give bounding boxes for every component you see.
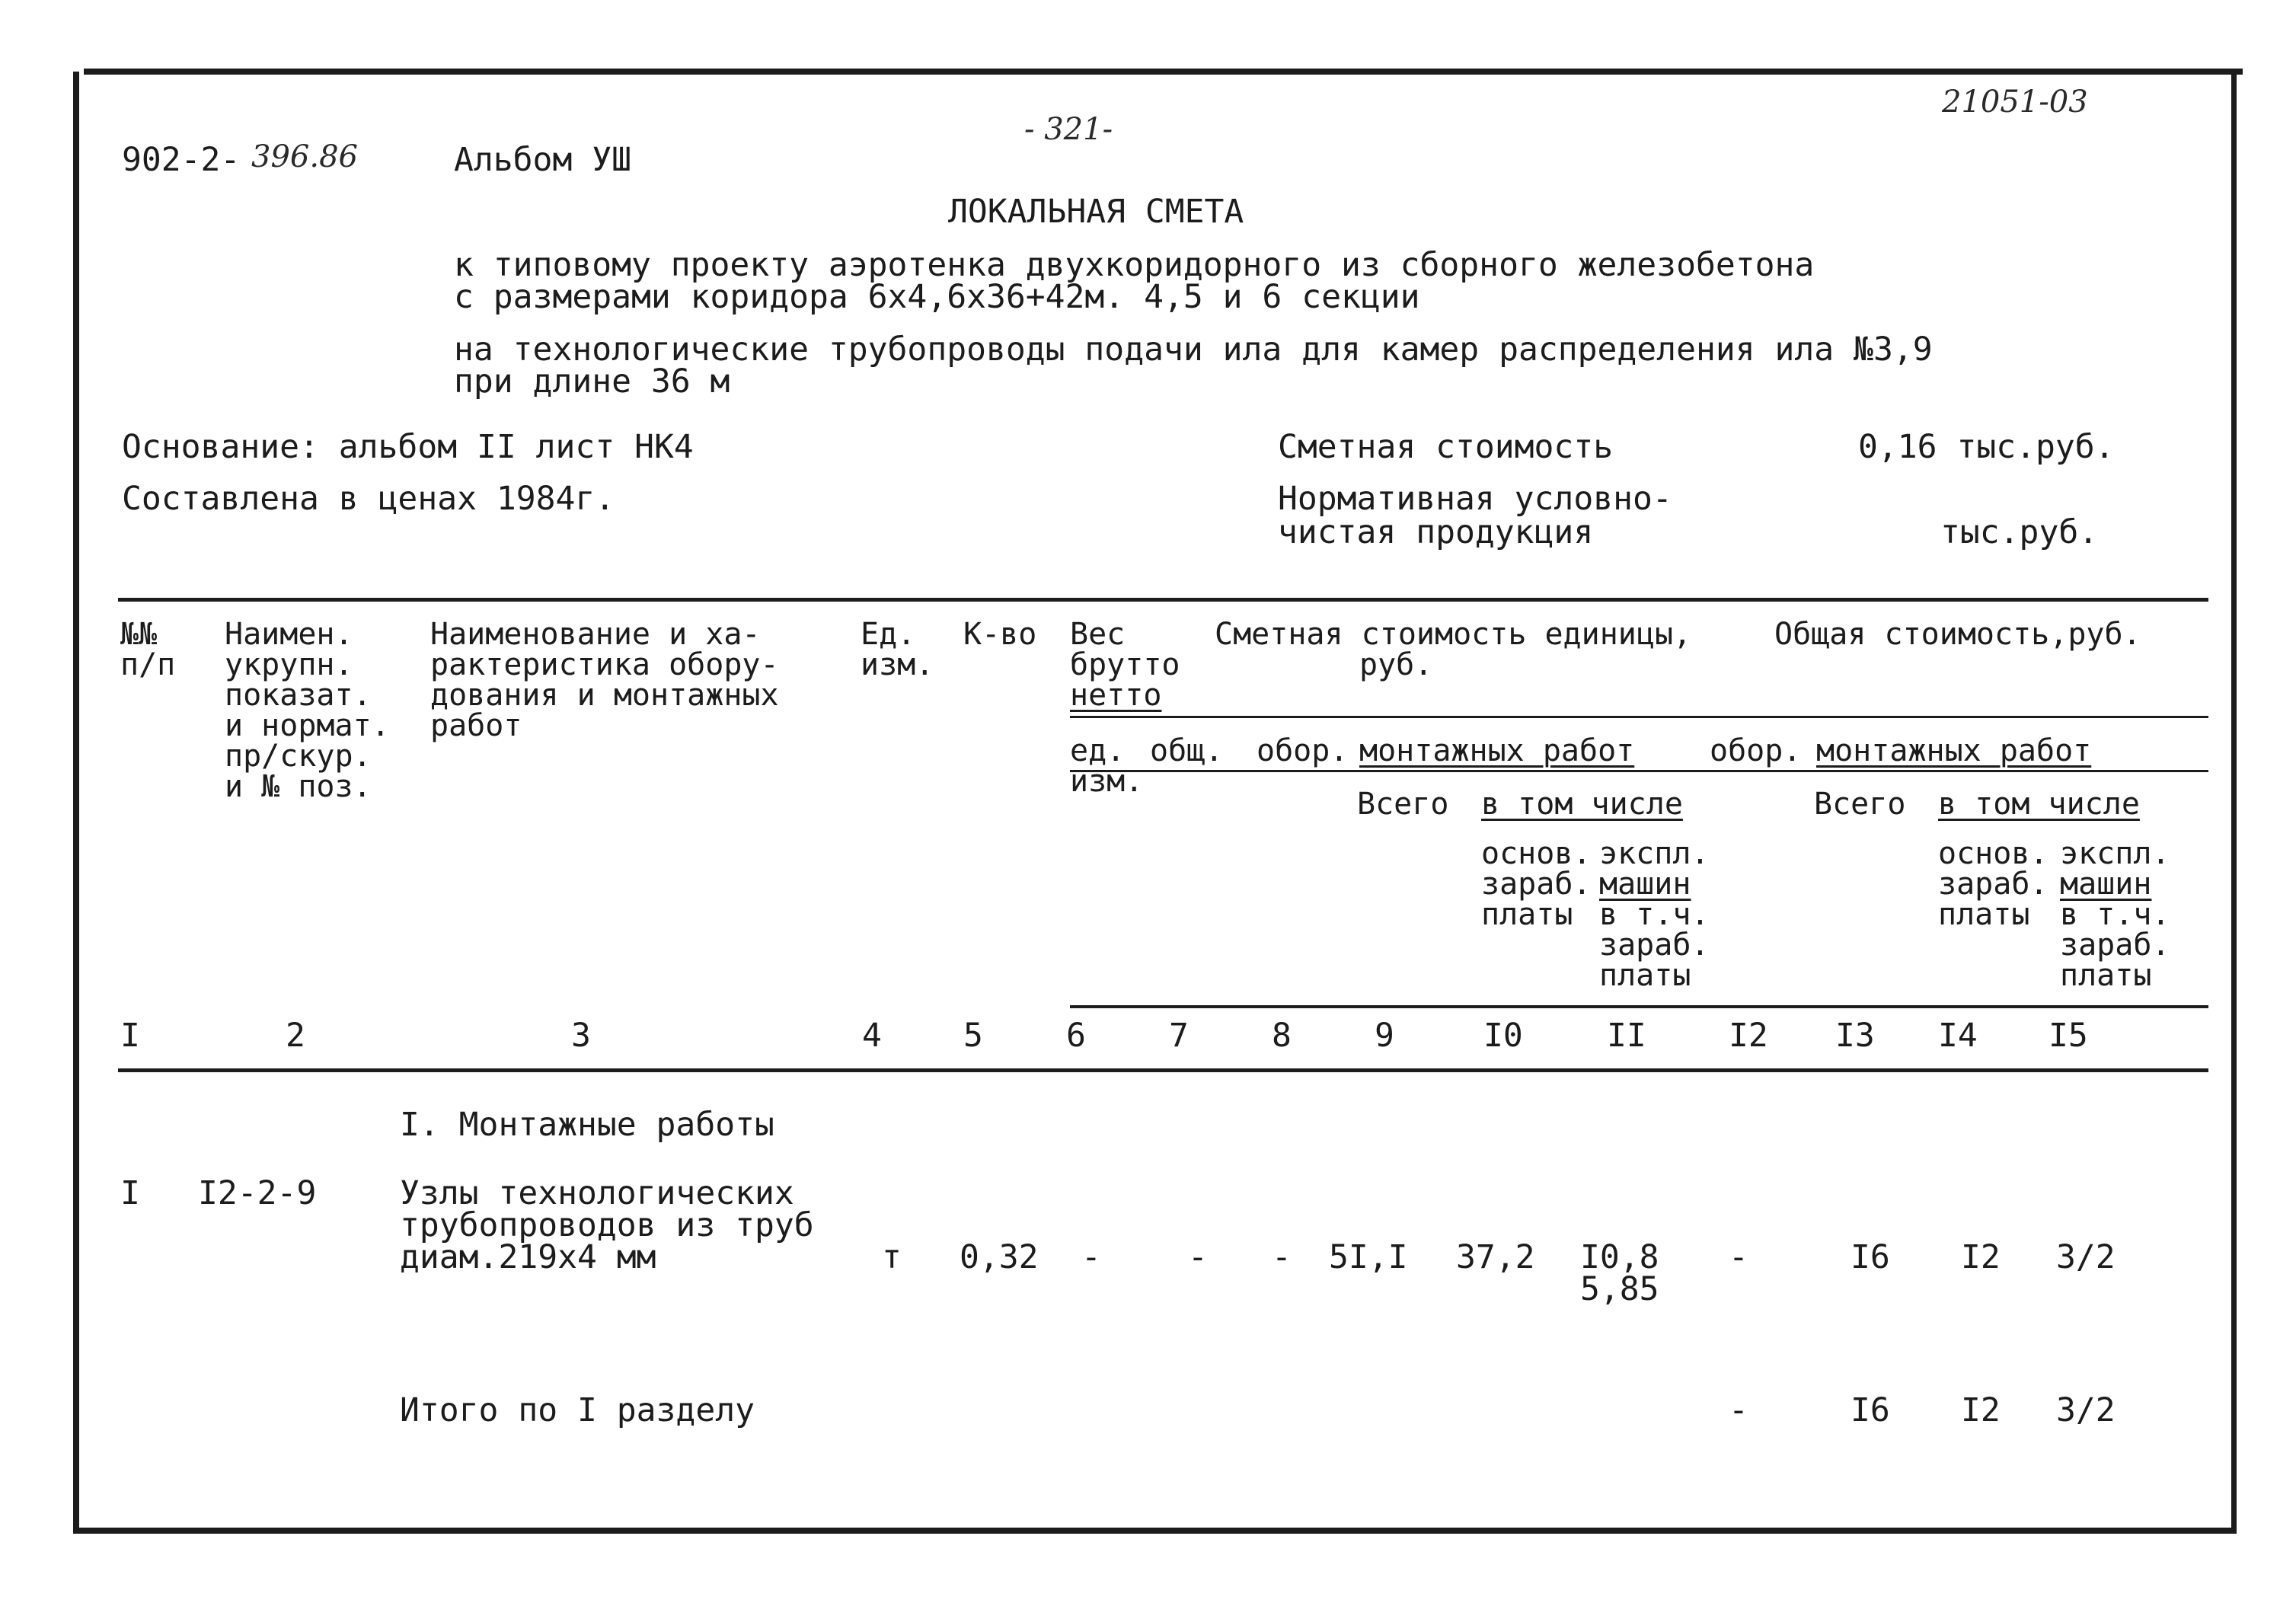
series-suffix-handwritten: 396.86 bbox=[251, 139, 358, 174]
cost-value: 0,16 тыс.руб. bbox=[1858, 428, 2115, 466]
colnum-14: I4 bbox=[1938, 1017, 1978, 1055]
row-unit: т bbox=[882, 1238, 902, 1276]
hdr-c4-1: Ед. bbox=[861, 617, 916, 652]
row-c15: 3/2 bbox=[2056, 1238, 2116, 1276]
row-c12: - bbox=[1729, 1238, 1748, 1276]
table-top-rule bbox=[118, 598, 2208, 602]
total-c14: I2 bbox=[1961, 1391, 2001, 1429]
hdr-c3-2: рактеристика обору- bbox=[430, 647, 779, 682]
hdr-c1-2: п/п bbox=[120, 647, 176, 682]
row-c11a: I0,8 bbox=[1580, 1238, 1659, 1276]
series-prefix: 902-2- bbox=[122, 141, 241, 179]
hdr-equip-2: обор. bbox=[1710, 733, 1802, 768]
colnum-9: 9 bbox=[1375, 1017, 1394, 1055]
frame-left bbox=[73, 72, 79, 1534]
document-title: ЛОКАЛЬНАЯ СМЕТА bbox=[948, 193, 1244, 231]
hdr-c3-3: дования и монтажных bbox=[430, 678, 779, 713]
colnum-13: I3 bbox=[1835, 1017, 1875, 1055]
row-c7: - bbox=[1188, 1238, 1208, 1276]
row-name-3: диам.219х4 мм bbox=[400, 1238, 656, 1276]
norm-label-1: Нормативная условно- bbox=[1278, 480, 1672, 518]
hdr-mont-2: монтажных работ bbox=[1816, 733, 2092, 768]
hdr-c1-1: №№ bbox=[120, 617, 158, 652]
basis-text: Основание: альбом II лист НК4 bbox=[122, 428, 694, 466]
norm-value: тыс.руб. bbox=[1940, 513, 2099, 551]
hdr-total-cost: Общая стоимость,руб. bbox=[1774, 617, 2141, 652]
hdr-c2-3: показат. bbox=[225, 678, 372, 713]
frame-top bbox=[84, 69, 2243, 75]
colnum-11: II bbox=[1607, 1017, 1646, 1055]
hdr-c6-2: брутто bbox=[1070, 647, 1180, 682]
hdr-c2-5: пр/скур. bbox=[225, 739, 372, 774]
hdr-ekspl-2b: машин bbox=[2060, 867, 2152, 902]
colnum-6: 6 bbox=[1066, 1017, 1086, 1055]
row-c14: I2 bbox=[1961, 1238, 2001, 1276]
total-c12: - bbox=[1729, 1391, 1748, 1429]
page-number-handwritten: - 321- bbox=[1024, 112, 1113, 147]
hdr-osnov-2b: зараб. bbox=[1938, 867, 2049, 902]
colnum-3: 3 bbox=[571, 1017, 591, 1055]
row-c11b: 5,85 bbox=[1580, 1270, 1659, 1308]
hdr-vsego-2: Всего bbox=[1814, 787, 1906, 822]
hdr-ekspl-2e: платы bbox=[2060, 958, 2152, 993]
header-rule-weight bbox=[1070, 716, 2208, 718]
doc-code-handwritten: 21051-03 bbox=[1942, 85, 2088, 120]
colnum-7: 7 bbox=[1169, 1017, 1189, 1055]
hdr-unit-cost-1: Сметная стоимость единицы, bbox=[1215, 617, 1692, 652]
subtitle-line-1: к типовому проекту аэротенка двухкоридорного из сборного железобетона bbox=[454, 246, 1815, 284]
frame-bottom bbox=[73, 1528, 2237, 1534]
subtitle-line-2: с размерами коридора 6х4,6х36+42м. 4,5 и 6 секции bbox=[454, 278, 1420, 316]
hdr-ekspl-2c: в т.ч. bbox=[2060, 897, 2170, 932]
hdr-osnov-2a: основ. bbox=[1938, 836, 2049, 871]
hdr-osnov-1c: платы bbox=[1481, 897, 1573, 932]
hdr-osnov-1a: основ. bbox=[1481, 836, 1592, 871]
hdr-ekspl-2a: экспл. bbox=[2060, 836, 2170, 871]
hdr-sub-unit-2: изм. bbox=[1070, 764, 1144, 799]
row-name-2: трубопроводов из труб bbox=[400, 1206, 814, 1244]
colnum-15: I5 bbox=[2049, 1017, 2088, 1055]
row-qty: 0,32 bbox=[960, 1238, 1039, 1276]
norm-label-2: чистая продукция bbox=[1278, 513, 1594, 551]
cost-label: Сметная стоимость bbox=[1278, 428, 1614, 466]
row-num: I bbox=[120, 1174, 140, 1212]
hdr-unit-cost-2: руб. bbox=[1359, 647, 1433, 682]
colnum-4: 4 bbox=[862, 1017, 882, 1055]
hdr-sub-total: общ. bbox=[1150, 733, 1224, 768]
hdr-c2-6: и № поз. bbox=[225, 769, 372, 804]
hdr-osnov-1b: зараб. bbox=[1481, 867, 1592, 902]
colnum-5: 5 bbox=[963, 1017, 983, 1055]
subtitle-line-3: на технологические трубопроводы подачи ила для камер распределения ила №3,9 bbox=[454, 330, 1933, 369]
total-c13: I6 bbox=[1851, 1391, 1890, 1429]
hdr-ekspl-1b: машин bbox=[1599, 867, 1691, 902]
total-label: Итого по I разделу bbox=[400, 1391, 755, 1429]
hdr-ekspl-1c: в т.ч. bbox=[1599, 897, 1710, 932]
hdr-c2-1: Наимен. bbox=[225, 617, 353, 652]
header-rule-bottom bbox=[1070, 1005, 2208, 1008]
frame-right bbox=[2231, 72, 2237, 1534]
subtitle-line-4: при длине 36 м bbox=[454, 362, 730, 401]
row-c13: I6 bbox=[1851, 1238, 1890, 1276]
hdr-c4-2: изм. bbox=[861, 647, 934, 682]
hdr-c6-1: Вес bbox=[1070, 617, 1126, 652]
header-rule-subcols bbox=[1070, 770, 2208, 772]
hdr-vtom-2: в том числе bbox=[1938, 787, 2140, 822]
hdr-ekspl-1d: зараб. bbox=[1599, 928, 1710, 963]
colnum-1: I bbox=[120, 1017, 140, 1055]
row-c10: 37,2 bbox=[1456, 1238, 1535, 1276]
row-code: I2-2-9 bbox=[198, 1174, 317, 1212]
hdr-sub-equip: обор. bbox=[1257, 733, 1349, 768]
row-c9: 5I,I bbox=[1329, 1238, 1408, 1276]
hdr-c6-3: нетто bbox=[1070, 678, 1162, 713]
hdr-ekspl-1e: платы bbox=[1599, 958, 1691, 993]
hdr-ekspl-1a: экспл. bbox=[1599, 836, 1710, 871]
hdr-vsego-1: Всего bbox=[1357, 787, 1449, 822]
section-title: I. Монтажные работы bbox=[400, 1106, 774, 1144]
hdr-vtom-1: в том числе bbox=[1481, 787, 1683, 822]
colnum-rule bbox=[118, 1068, 2208, 1072]
compiled-text: Составлена в ценах 1984г. bbox=[122, 480, 615, 518]
total-c15: 3/2 bbox=[2056, 1391, 2116, 1429]
hdr-osnov-2c: платы bbox=[1938, 897, 2030, 932]
hdr-c5: К-во bbox=[963, 617, 1037, 652]
hdr-c3-4: работ bbox=[430, 708, 522, 743]
hdr-c2-4: и нормат. bbox=[225, 708, 390, 743]
hdr-ekspl-2d: зараб. bbox=[2060, 928, 2170, 963]
colnum-2: 2 bbox=[286, 1017, 305, 1055]
hdr-c2-2: укрупн. bbox=[225, 647, 353, 682]
row-name-1: Узлы технологических bbox=[400, 1174, 794, 1212]
row-c8: - bbox=[1272, 1238, 1292, 1276]
row-c6: - bbox=[1081, 1238, 1101, 1276]
hdr-mont-1: монтажных работ bbox=[1359, 733, 1635, 768]
album-label: Альбом УШ bbox=[454, 141, 631, 179]
hdr-c3-1: Наименование и ха- bbox=[430, 617, 761, 652]
hdr-sub-unit-1: ед. bbox=[1070, 733, 1126, 768]
colnum-10: I0 bbox=[1483, 1017, 1523, 1055]
colnum-12: I2 bbox=[1729, 1017, 1768, 1055]
colnum-8: 8 bbox=[1272, 1017, 1292, 1055]
